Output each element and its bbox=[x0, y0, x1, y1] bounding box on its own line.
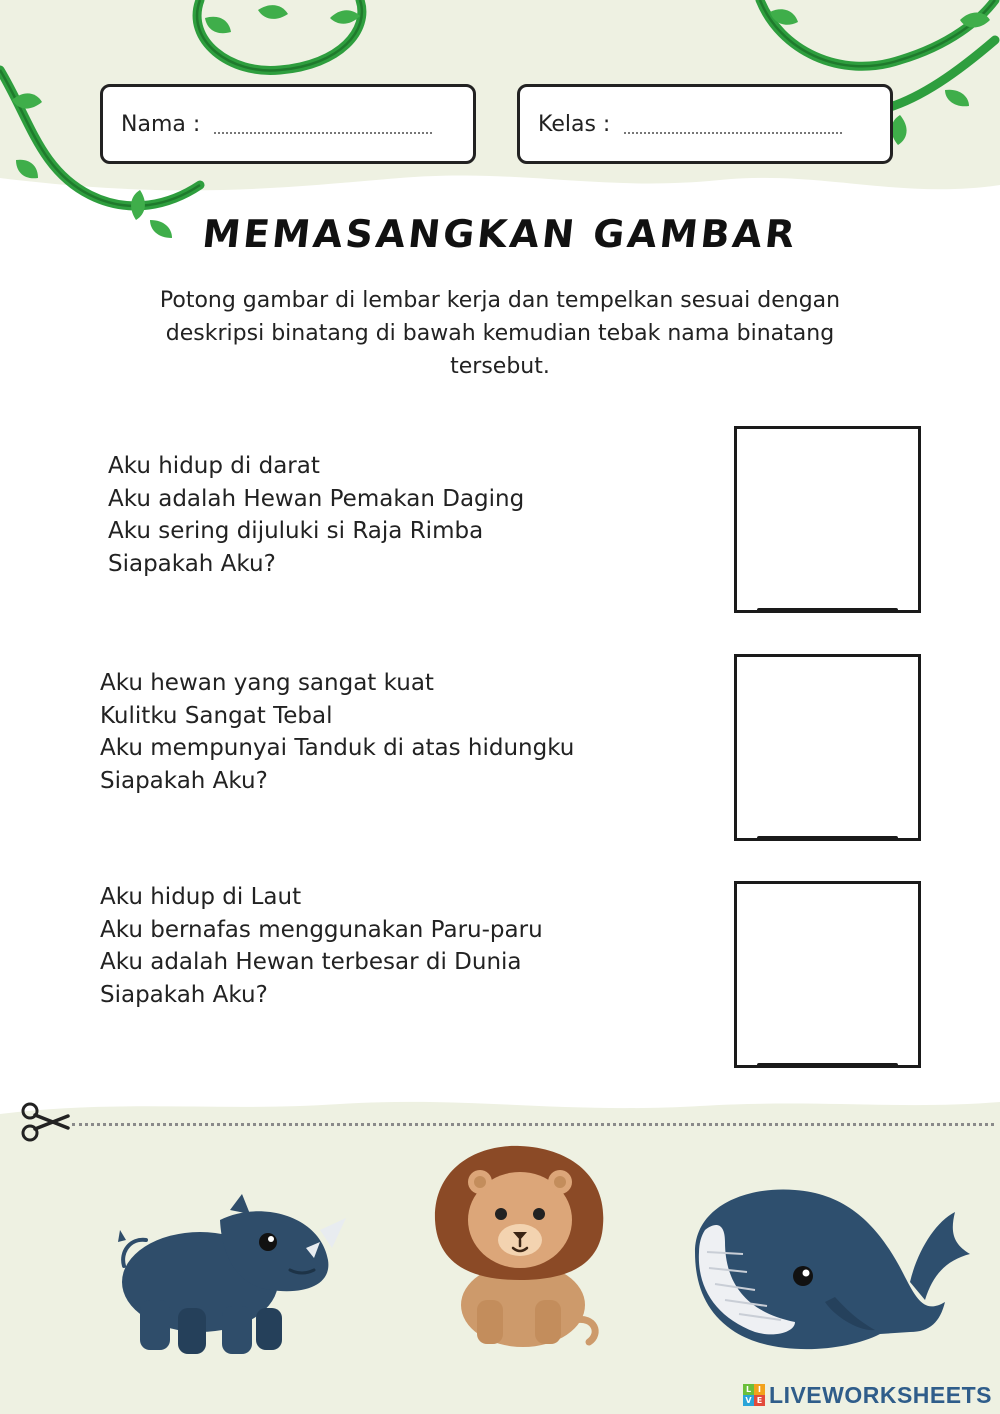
answer-underline bbox=[757, 608, 898, 613]
brand-logo-letter: L bbox=[743, 1384, 754, 1395]
answer-drop-box-2[interactable] bbox=[734, 654, 921, 841]
whale-image[interactable] bbox=[685, 1182, 970, 1362]
class-label: Kelas : bbox=[538, 111, 611, 137]
class-field-box[interactable] bbox=[517, 84, 893, 164]
name-dotted-line bbox=[214, 132, 432, 134]
answer-drop-box-3[interactable] bbox=[734, 881, 921, 1068]
answer-drop-box-1[interactable] bbox=[734, 426, 921, 613]
cut-line bbox=[72, 1123, 994, 1126]
riddle-line: Siapakah Aku? bbox=[100, 767, 268, 794]
brand-watermark bbox=[743, 1382, 992, 1408]
name-label: Nama : bbox=[121, 111, 201, 137]
brand-name: LIVEWORKSHEETS bbox=[769, 1381, 992, 1408]
riddle-line: Kulitku Sangat Tebal bbox=[100, 702, 333, 729]
brand-logo-letter: E bbox=[754, 1395, 765, 1406]
riddle-3 bbox=[100, 881, 543, 1011]
riddle-line: Aku adalah Hewan terbesar di Dunia bbox=[100, 949, 522, 975]
brand-logo-letter: I bbox=[754, 1384, 765, 1395]
riddle-line: Aku bernafas menggunakan Paru-paru bbox=[100, 916, 543, 943]
brand-logo-letter: V bbox=[743, 1395, 754, 1406]
name-field-box[interactable] bbox=[100, 84, 476, 164]
riddle-2 bbox=[100, 667, 574, 797]
scissors-icon bbox=[20, 1102, 70, 1142]
brand-logo-icon bbox=[743, 1384, 765, 1406]
class-dotted-line bbox=[624, 132, 842, 134]
answer-underline bbox=[757, 1063, 898, 1068]
riddle-line: Aku sering dijuluki si Raja Rimba bbox=[108, 518, 484, 544]
riddle-1 bbox=[108, 450, 524, 580]
answer-underline bbox=[757, 836, 898, 841]
rhino-image[interactable] bbox=[110, 1190, 350, 1360]
instructions-text: Potong gambar di lembar kerja dan tempelkan sesuai dengan deskripsi binatang di bawah kemudian tebak nama binatang tersebut. bbox=[159, 288, 841, 379]
riddle-line: Aku hewan yang sangat kuat bbox=[100, 670, 434, 696]
riddle-line: Aku mempunyai Tanduk di atas hidungku bbox=[100, 735, 575, 761]
riddle-line: Siapakah Aku? bbox=[108, 550, 276, 577]
riddle-line: Aku hidup di darat bbox=[108, 453, 320, 479]
worksheet-title: MEMASANGKAN GAMBAR bbox=[200, 212, 800, 256]
riddle-line: Siapakah Aku? bbox=[100, 981, 268, 1008]
riddle-line: Aku adalah Hewan Pemakan Daging bbox=[108, 485, 525, 512]
lion-image[interactable] bbox=[425, 1140, 615, 1350]
riddle-line: Aku hidup di Laut bbox=[100, 884, 302, 910]
